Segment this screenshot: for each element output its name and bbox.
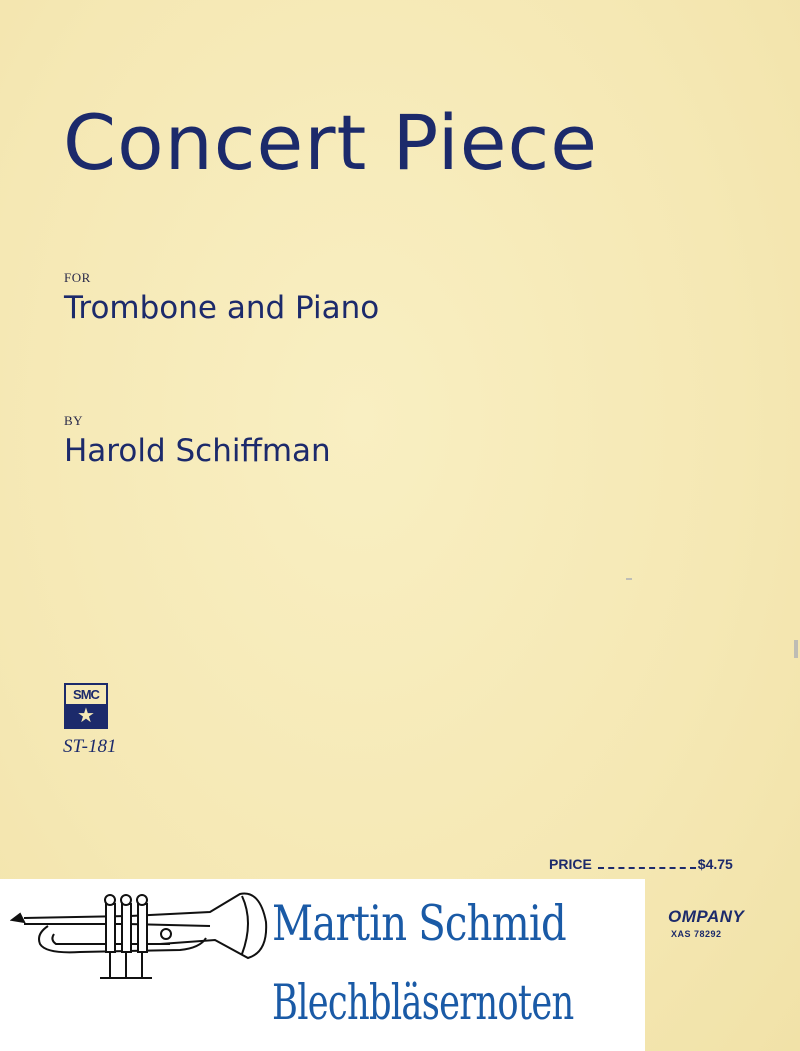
watermark-line-2: Blechbläsernoten bbox=[272, 974, 574, 1031]
price-line bbox=[549, 856, 733, 872]
watermark-line-1: Martin Schmid bbox=[272, 895, 566, 952]
publisher-name: OMPANY bbox=[668, 907, 745, 926]
paper-mark bbox=[794, 640, 798, 658]
publisher-address: XAS 78292 bbox=[671, 929, 722, 939]
paper-mark bbox=[626, 578, 632, 580]
cover-title: Concert Piece bbox=[63, 98, 599, 187]
price-leader bbox=[598, 857, 696, 869]
catalog-number: ST-181 bbox=[63, 736, 117, 757]
logo-letters: SMC bbox=[73, 687, 99, 702]
publisher-logo bbox=[64, 683, 108, 729]
star-icon: ★ bbox=[66, 704, 106, 727]
by-label: BY bbox=[64, 413, 84, 428]
price-label: PRICE bbox=[549, 856, 592, 872]
price-value: $4.75 bbox=[697, 856, 733, 872]
composer-name: Harold Schiffman bbox=[64, 433, 331, 469]
trumpet-icon bbox=[10, 882, 272, 1002]
for-label: FOR bbox=[64, 270, 91, 285]
instrumentation: Trombone and Piano bbox=[64, 290, 380, 326]
